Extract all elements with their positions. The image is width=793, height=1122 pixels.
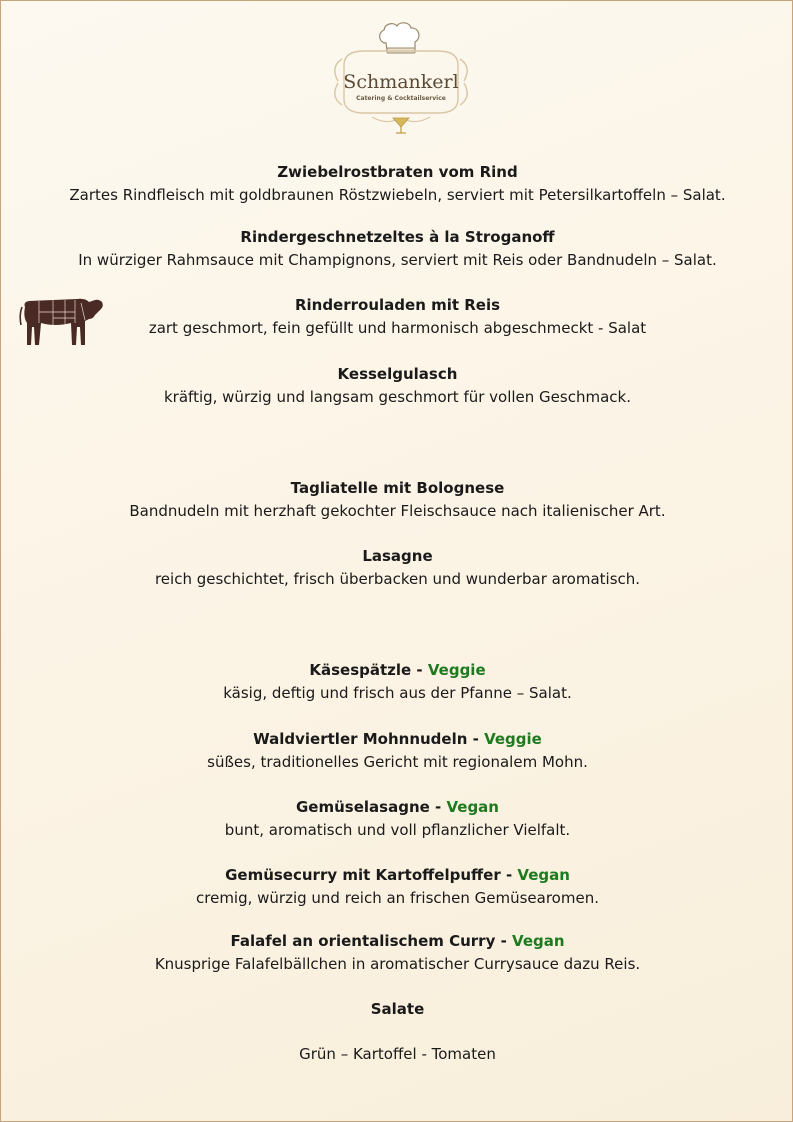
- menu-item: [1, 932, 793, 974]
- dish-title: Zwiebelrostbraten vom Rind: [277, 163, 518, 181]
- dish-title: Waldviertler Mohnnudeln: [253, 730, 468, 748]
- diet-tag: Veggie: [427, 661, 486, 679]
- dish-description: cremig, würzig und reich an frischen Gemüsearomen.: [196, 889, 599, 907]
- dish-title: Rindergeschnetzeltes à la Stroganoff: [240, 228, 555, 246]
- salads-list: [1, 1045, 793, 1064]
- dish-description: kräftig, würzig und langsam geschmort für vollen Geschmack.: [164, 388, 631, 406]
- dish-title: Gemüselasagne: [296, 798, 430, 816]
- chef-hat-icon: [380, 23, 419, 53]
- title-separator: -: [495, 932, 513, 950]
- menu-item: [1, 163, 793, 205]
- cocktail-glass-icon: [393, 118, 409, 133]
- title-separator: -: [500, 866, 518, 884]
- menu-item: [1, 798, 793, 840]
- menu-item: [1, 479, 793, 521]
- dish-title: Kesselgulasch: [337, 365, 458, 383]
- dish-description: zart geschmort, fein gefüllt und harmonisch abgeschmeckt - Salat: [148, 319, 647, 337]
- dish-description: bunt, aromatisch und voll pflanzlicher Vielfalt.: [224, 821, 571, 839]
- title-separator: -: [429, 798, 447, 816]
- menu-item: [1, 661, 793, 703]
- menu-item: [1, 866, 793, 908]
- menu-item: [1, 730, 793, 772]
- dish-description: Knusprige Falafelbällchen in aromatischer Currysauce dazu Reis.: [154, 955, 641, 973]
- menu-item: [1, 365, 793, 407]
- logo-wordmark: Schmankerl: [343, 71, 459, 93]
- diet-tag: Veggie: [484, 730, 542, 748]
- dish-description: Bandnudeln mit herzhaft gekochter Fleischsauce nach italienischer Art.: [129, 502, 666, 520]
- menu-item: [1, 547, 793, 589]
- dish-title: Tagliatelle mit Bolognese: [290, 479, 505, 497]
- title-separator: -: [411, 661, 428, 679]
- schmankerl-logo: [324, 21, 478, 137]
- dish-title: Falafel an orientalischem Curry: [230, 932, 496, 950]
- dish-title: Rinderrouladen mit Reis: [294, 296, 501, 314]
- diet-tag: Vegan: [512, 932, 565, 950]
- dish-title: Salate: [370, 1000, 425, 1018]
- menu-item: [1, 228, 793, 270]
- dish-description: Zartes Rindfleisch mit goldbraunen Röstzwiebeln, serviert mit Petersilkartoffeln – Salat.: [69, 186, 726, 204]
- dish-title: Lasagne: [362, 547, 433, 565]
- diet-tag: Vegan: [446, 798, 499, 816]
- salads-heading: [1, 1000, 793, 1019]
- logo-tagline: Catering & Cocktailservice: [356, 95, 446, 102]
- dish-description: Grün – Kartoffel - Tomaten: [299, 1045, 496, 1063]
- dish-description: reich geschichtet, frisch überbacken und wunderbar aromatisch.: [154, 570, 641, 588]
- dish-title: Gemüsecurry mit Kartoffelpuffer: [225, 866, 501, 884]
- dish-title: Käsespätzle: [309, 661, 412, 679]
- diet-tag: Vegan: [517, 866, 570, 884]
- dish-description: süßes, traditionelles Gericht mit regionalem Mohn.: [207, 753, 588, 771]
- title-separator: -: [467, 730, 485, 748]
- dish-description: käsig, deftig und frisch aus der Pfanne – Salat.: [223, 684, 572, 702]
- menu-item: [1, 296, 793, 338]
- dish-description: In würziger Rahmsauce mit Champignons, serviert mit Reis oder Bandnudeln – Salat.: [78, 251, 717, 269]
